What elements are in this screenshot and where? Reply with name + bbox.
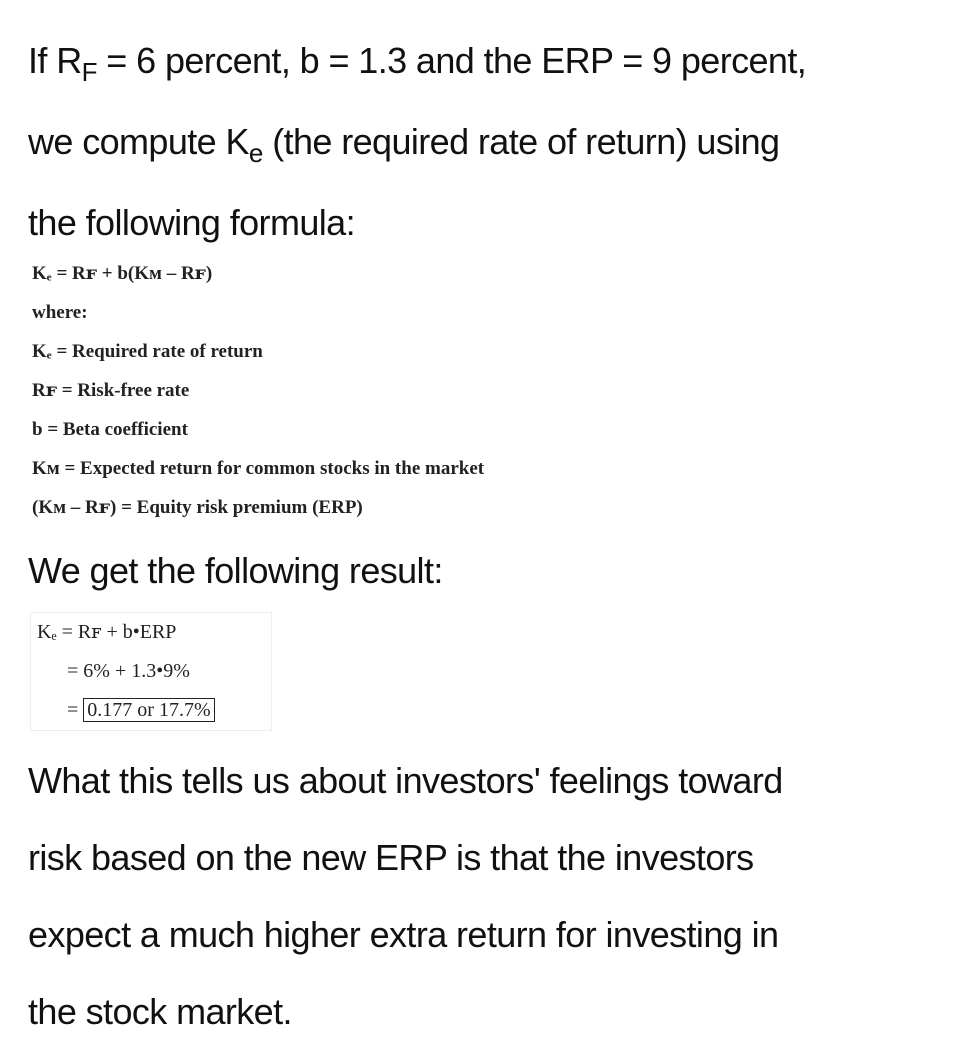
- intro-line-1-rest: = 6 percent, b = 1.3 and the ERP = 9 percent,: [96, 40, 807, 81]
- intro-line-1: [28, 22, 933, 103]
- result-line-3: [31, 691, 271, 730]
- result-line-2: = 6% + 1.3•9%: [67, 660, 190, 682]
- intro-line-2: [28, 103, 933, 184]
- result-intro: [28, 532, 933, 609]
- conclusion-line: risk based on the new ERP is that the investors: [28, 837, 754, 878]
- intro-line-2-text: we compute K: [28, 121, 249, 162]
- result-intro-text: We get the following result:: [28, 550, 443, 591]
- intro-paragraph: [28, 22, 933, 261]
- conclusion-paragraph: [28, 742, 933, 1050]
- intro-line-1-text: If R: [28, 40, 82, 81]
- conclusion-line: expect a much higher extra return for investing in: [28, 914, 779, 955]
- conclusion-line: the stock market.: [28, 991, 292, 1032]
- formula-line: b = Beta coefficient: [32, 419, 188, 440]
- formula-line: Kₑ = Rꜰ + b(Kᴍ – Rꜰ): [32, 263, 213, 284]
- formula-line: Kₑ = Required rate of return: [32, 341, 263, 362]
- intro-line-3: the following formula:: [28, 202, 355, 243]
- intro-line-2-rest: (the required rate of return) using: [262, 121, 780, 162]
- formula-line: Rꜰ = Risk-free rate: [32, 380, 190, 401]
- conclusion-line: What this tells us about investors' feelings toward: [28, 760, 783, 801]
- boxed-answer: 0.177 or 17.7%: [83, 698, 214, 722]
- subscript-e: e: [248, 138, 263, 168]
- result-line-1: Kₑ = Rꜰ + b•ERP: [37, 621, 177, 643]
- result-calculation: [30, 612, 272, 731]
- formula-line: Kᴍ = Expected return for common stocks in the market: [32, 458, 485, 479]
- subscript-f: F: [81, 57, 97, 87]
- formula-line: where:: [32, 302, 88, 323]
- equals-sign: =: [67, 699, 79, 721]
- formula-block: [32, 258, 732, 531]
- formula-line: (Kᴍ – Rꜰ) = Equity risk premium (ERP): [32, 497, 363, 518]
